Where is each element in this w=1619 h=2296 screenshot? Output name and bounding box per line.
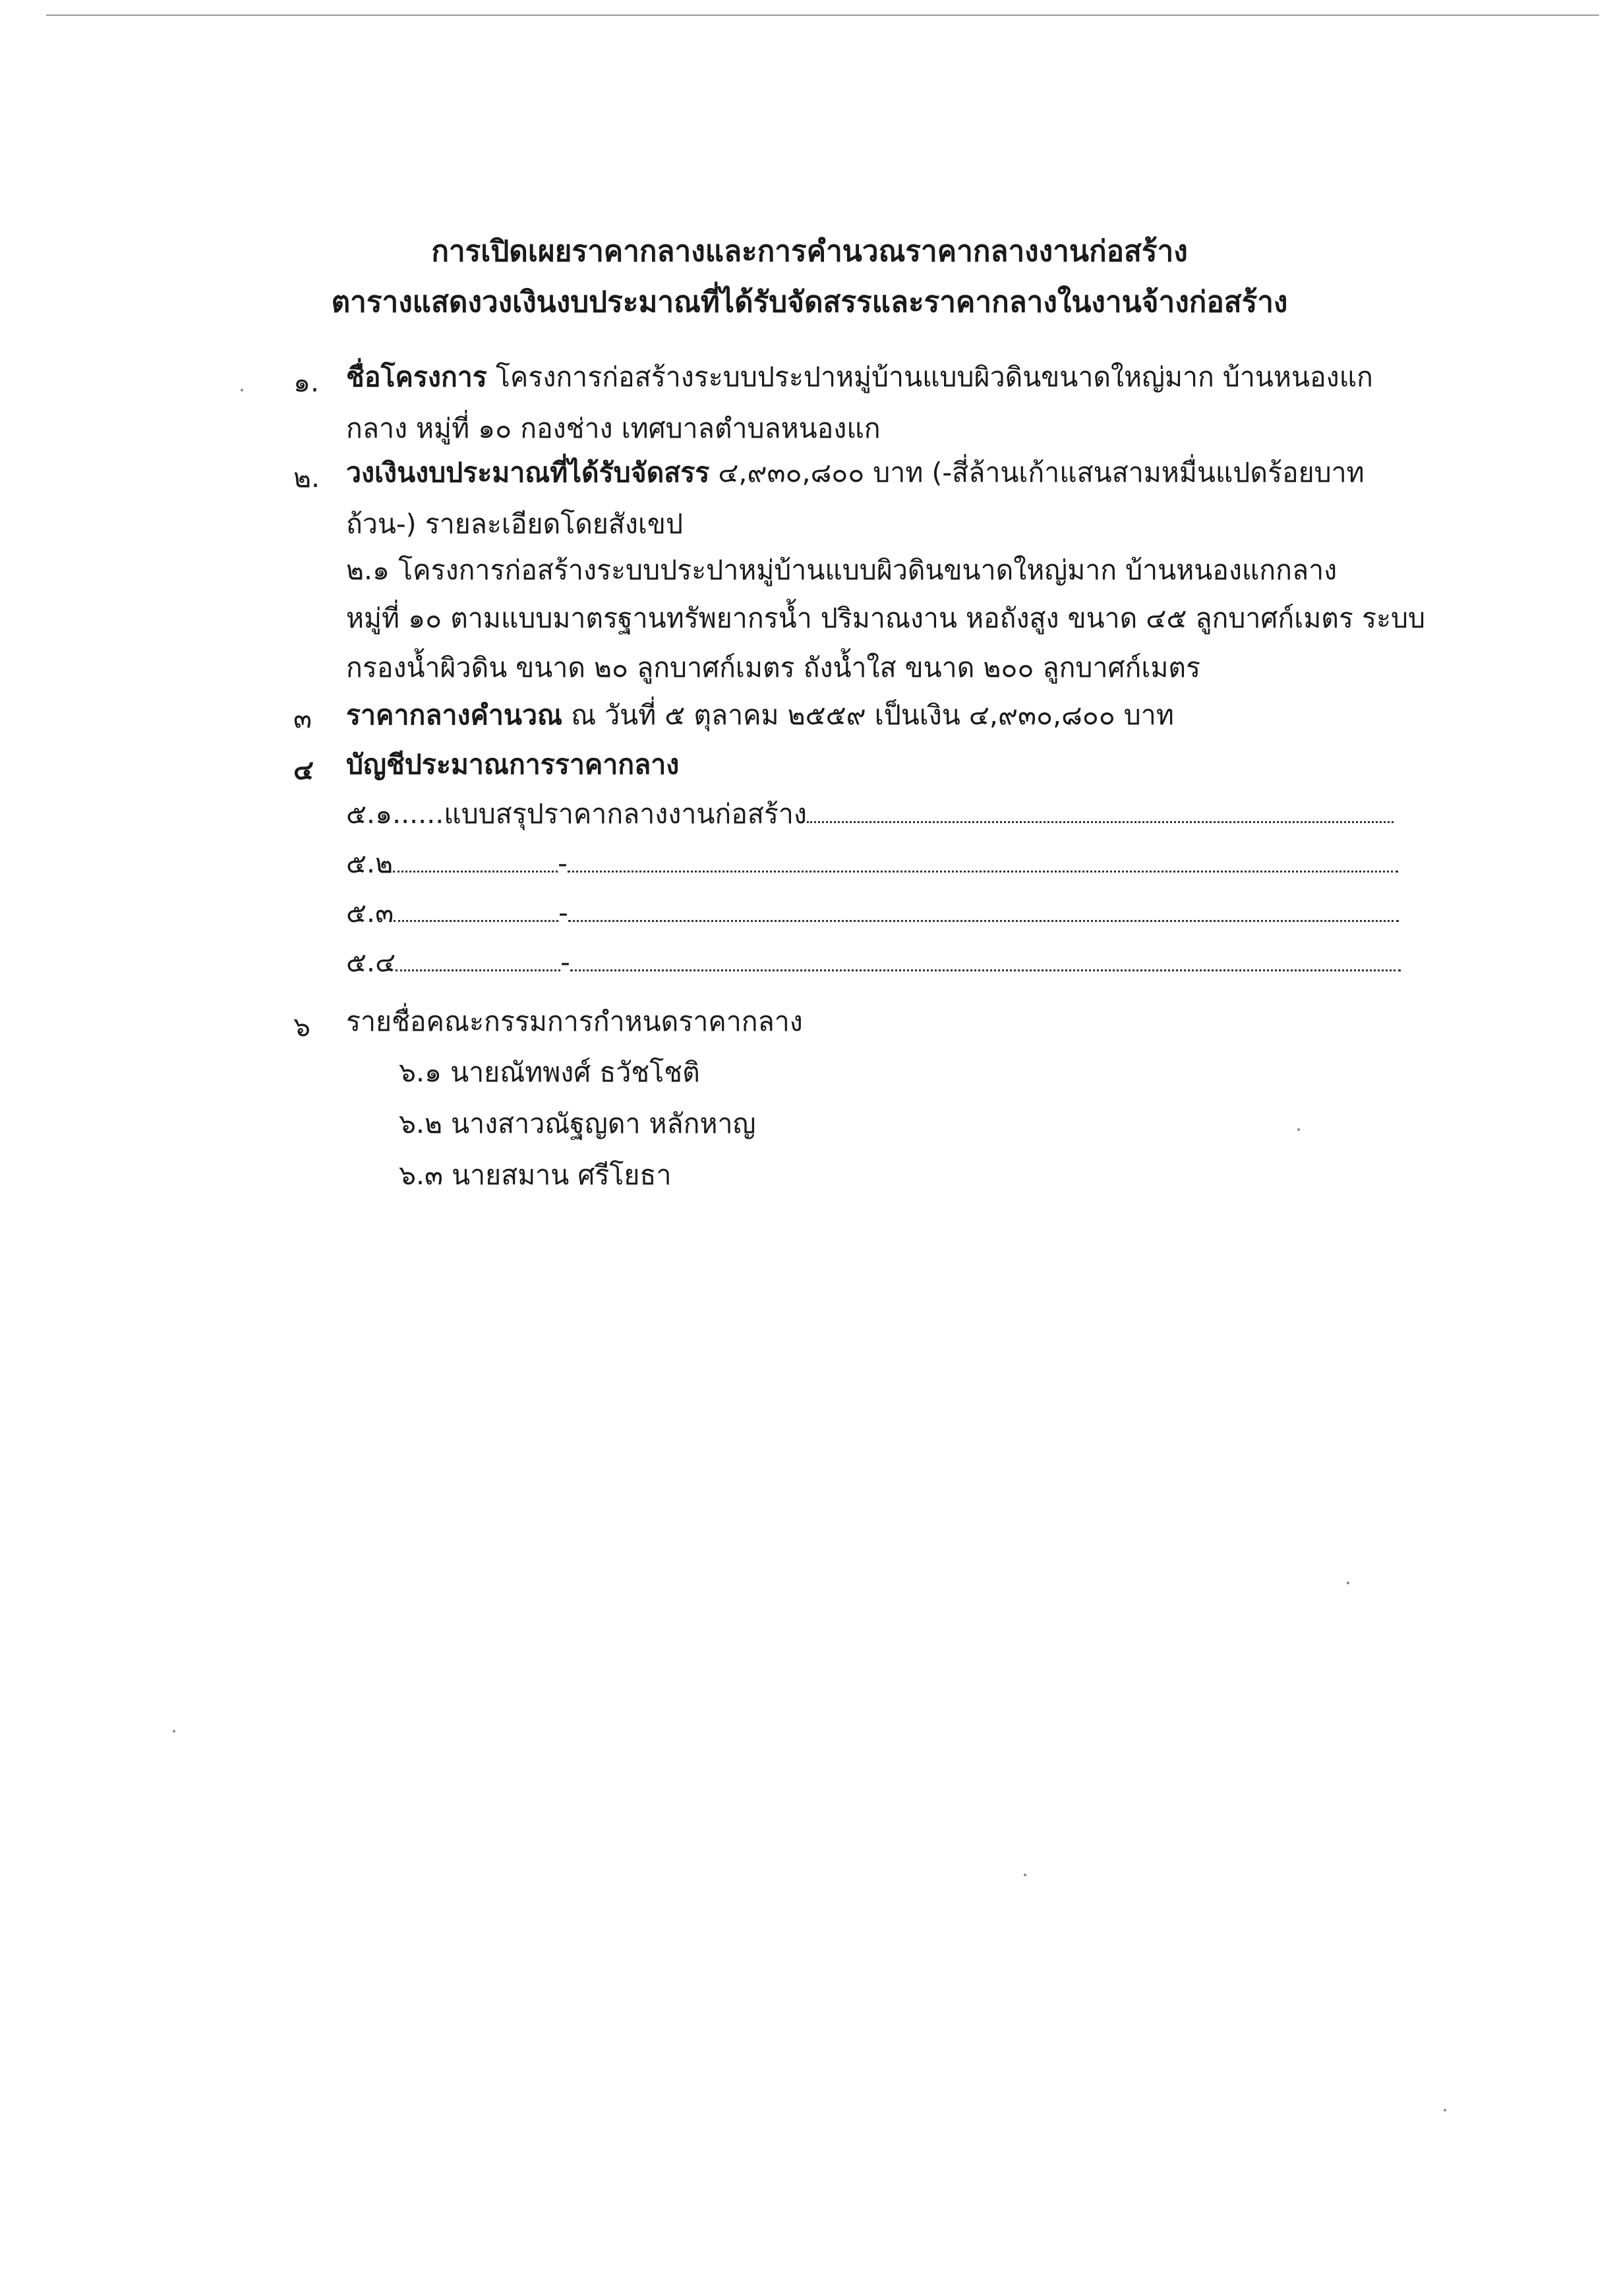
document-subtitle: ตารางแสดงวงเงินงบประมาณที่ได้รับจัดสรรและราคากลางในงานจ้างก่อสร้าง: [331, 285, 1288, 319]
item1-line1: [346, 361, 1373, 393]
estimate-row-label: ๕.๓: [346, 897, 394, 929]
item3-number: ๓: [293, 703, 312, 734]
item6-number: ๖: [293, 1011, 311, 1043]
scan-speck: [1444, 2109, 1446, 2111]
item3-text: ณ วันที่ ๕ ตุลาคม ๒๕๕๙ เป็นเงิน ๔,๙๓๐,๘๐๐ บาท: [571, 699, 1174, 731]
item4-number: ๔: [293, 754, 314, 786]
item1-line2: กลาง หมู่ที่ ๑๐ กองช่าง เทศบาลตำบลหนองแก: [346, 413, 881, 444]
committee-member: ๖.๓ นายสมาน ศรีโยธา: [399, 1159, 672, 1191]
scan-speck: [241, 389, 243, 391]
item2-line2: ถ้วน-) รายละเอียดโดยสังเขป: [346, 508, 683, 540]
scan-edge-line: [46, 14, 1599, 16]
item2-text1: ๔,๙๓๐,๘๐๐ บาท (-สี่ล้านเก้าแสนสามหมื่นแปดร้อยบาท: [718, 457, 1365, 488]
item1-number: ๑.: [293, 366, 320, 398]
scan-speck: [1024, 1874, 1026, 1876]
estimate-row: [346, 798, 1394, 830]
committee-member: ๖.๒ นางสาวณัฐญดา หลักหาญ: [399, 1108, 756, 1139]
fill-dots: [570, 969, 1401, 971]
fill-dots: [393, 871, 558, 873]
committee-member: ๖.๑ นายณัทพงศ์ ธวัชโชติ: [399, 1056, 700, 1088]
estimate-row: [346, 847, 1398, 879]
item1-label: ชื่อโครงการ: [346, 361, 487, 393]
item3-label: ราคากลางคำนวณ: [346, 699, 563, 731]
estimate-row: [346, 897, 1399, 929]
item6-label: รายชื่อคณะกรรมการกำหนดราคากลาง: [346, 1006, 803, 1037]
estimate-row-label: ๕.๔: [346, 946, 396, 978]
fill-dots: [396, 969, 560, 971]
item2-sub-line1: ๒.๑ โครงการก่อสร้างระบบประปาหมู่บ้านแบบผิวดินขนาดใหญ่มาก บ้านหนองแกกลาง: [346, 554, 1338, 586]
scan-speck: [1347, 1582, 1349, 1584]
item2-sub-line2: หมู่ที่ ๑๐ ตามแบบมาตรฐานทรัพยากรน้ำ ปริมาณงาน หอถังสูง ขนาด ๔๕ ลูกบาศก์เมตร ระบบ: [346, 602, 1426, 634]
estimate-row-suffix: -: [560, 946, 570, 978]
fill-dots: [394, 920, 558, 922]
fill-dots: [807, 821, 1394, 823]
estimate-row-suffix: -: [558, 897, 568, 929]
scan-speck: [1297, 1128, 1300, 1131]
item1-text1: โครงการก่อสร้างระบบประปาหมู่บ้านแบบผิวดินขนาดใหญ่มาก บ้านหนองแก: [495, 361, 1373, 393]
item2-line1: [346, 459, 1365, 486]
estimate-row-label: ๕.๑......แบบสรุปราคากลางงานก่อสร้าง: [346, 798, 807, 830]
item2-label: วงเงินงบประมาณที่ได้รับจัดสรร: [346, 457, 710, 488]
estimate-row-suffix: -: [558, 847, 568, 879]
estimate-row-label: ๕.๒: [346, 847, 394, 879]
item2-number: ๒.: [293, 462, 320, 494]
fill-dots: [568, 920, 1399, 922]
item4-label: บัญชีประมาณการราคากลาง: [346, 749, 680, 780]
estimate-row: [346, 946, 1401, 978]
item3-line: [346, 699, 1174, 731]
scan-speck: [173, 1730, 175, 1733]
document-title: การเปิดเผยราคากลางและการคำนวณราคากลางงานก่อสร้าง: [431, 235, 1188, 268]
fill-dots: [568, 871, 1398, 873]
item2-sub-line3: กรองน้ำผิวดิน ขนาด ๒๐ ลูกบาศก์เมตร ถังน้ำใส ขนาด ๒๐๐ ลูกบาศก์เมตร: [346, 652, 1201, 683]
